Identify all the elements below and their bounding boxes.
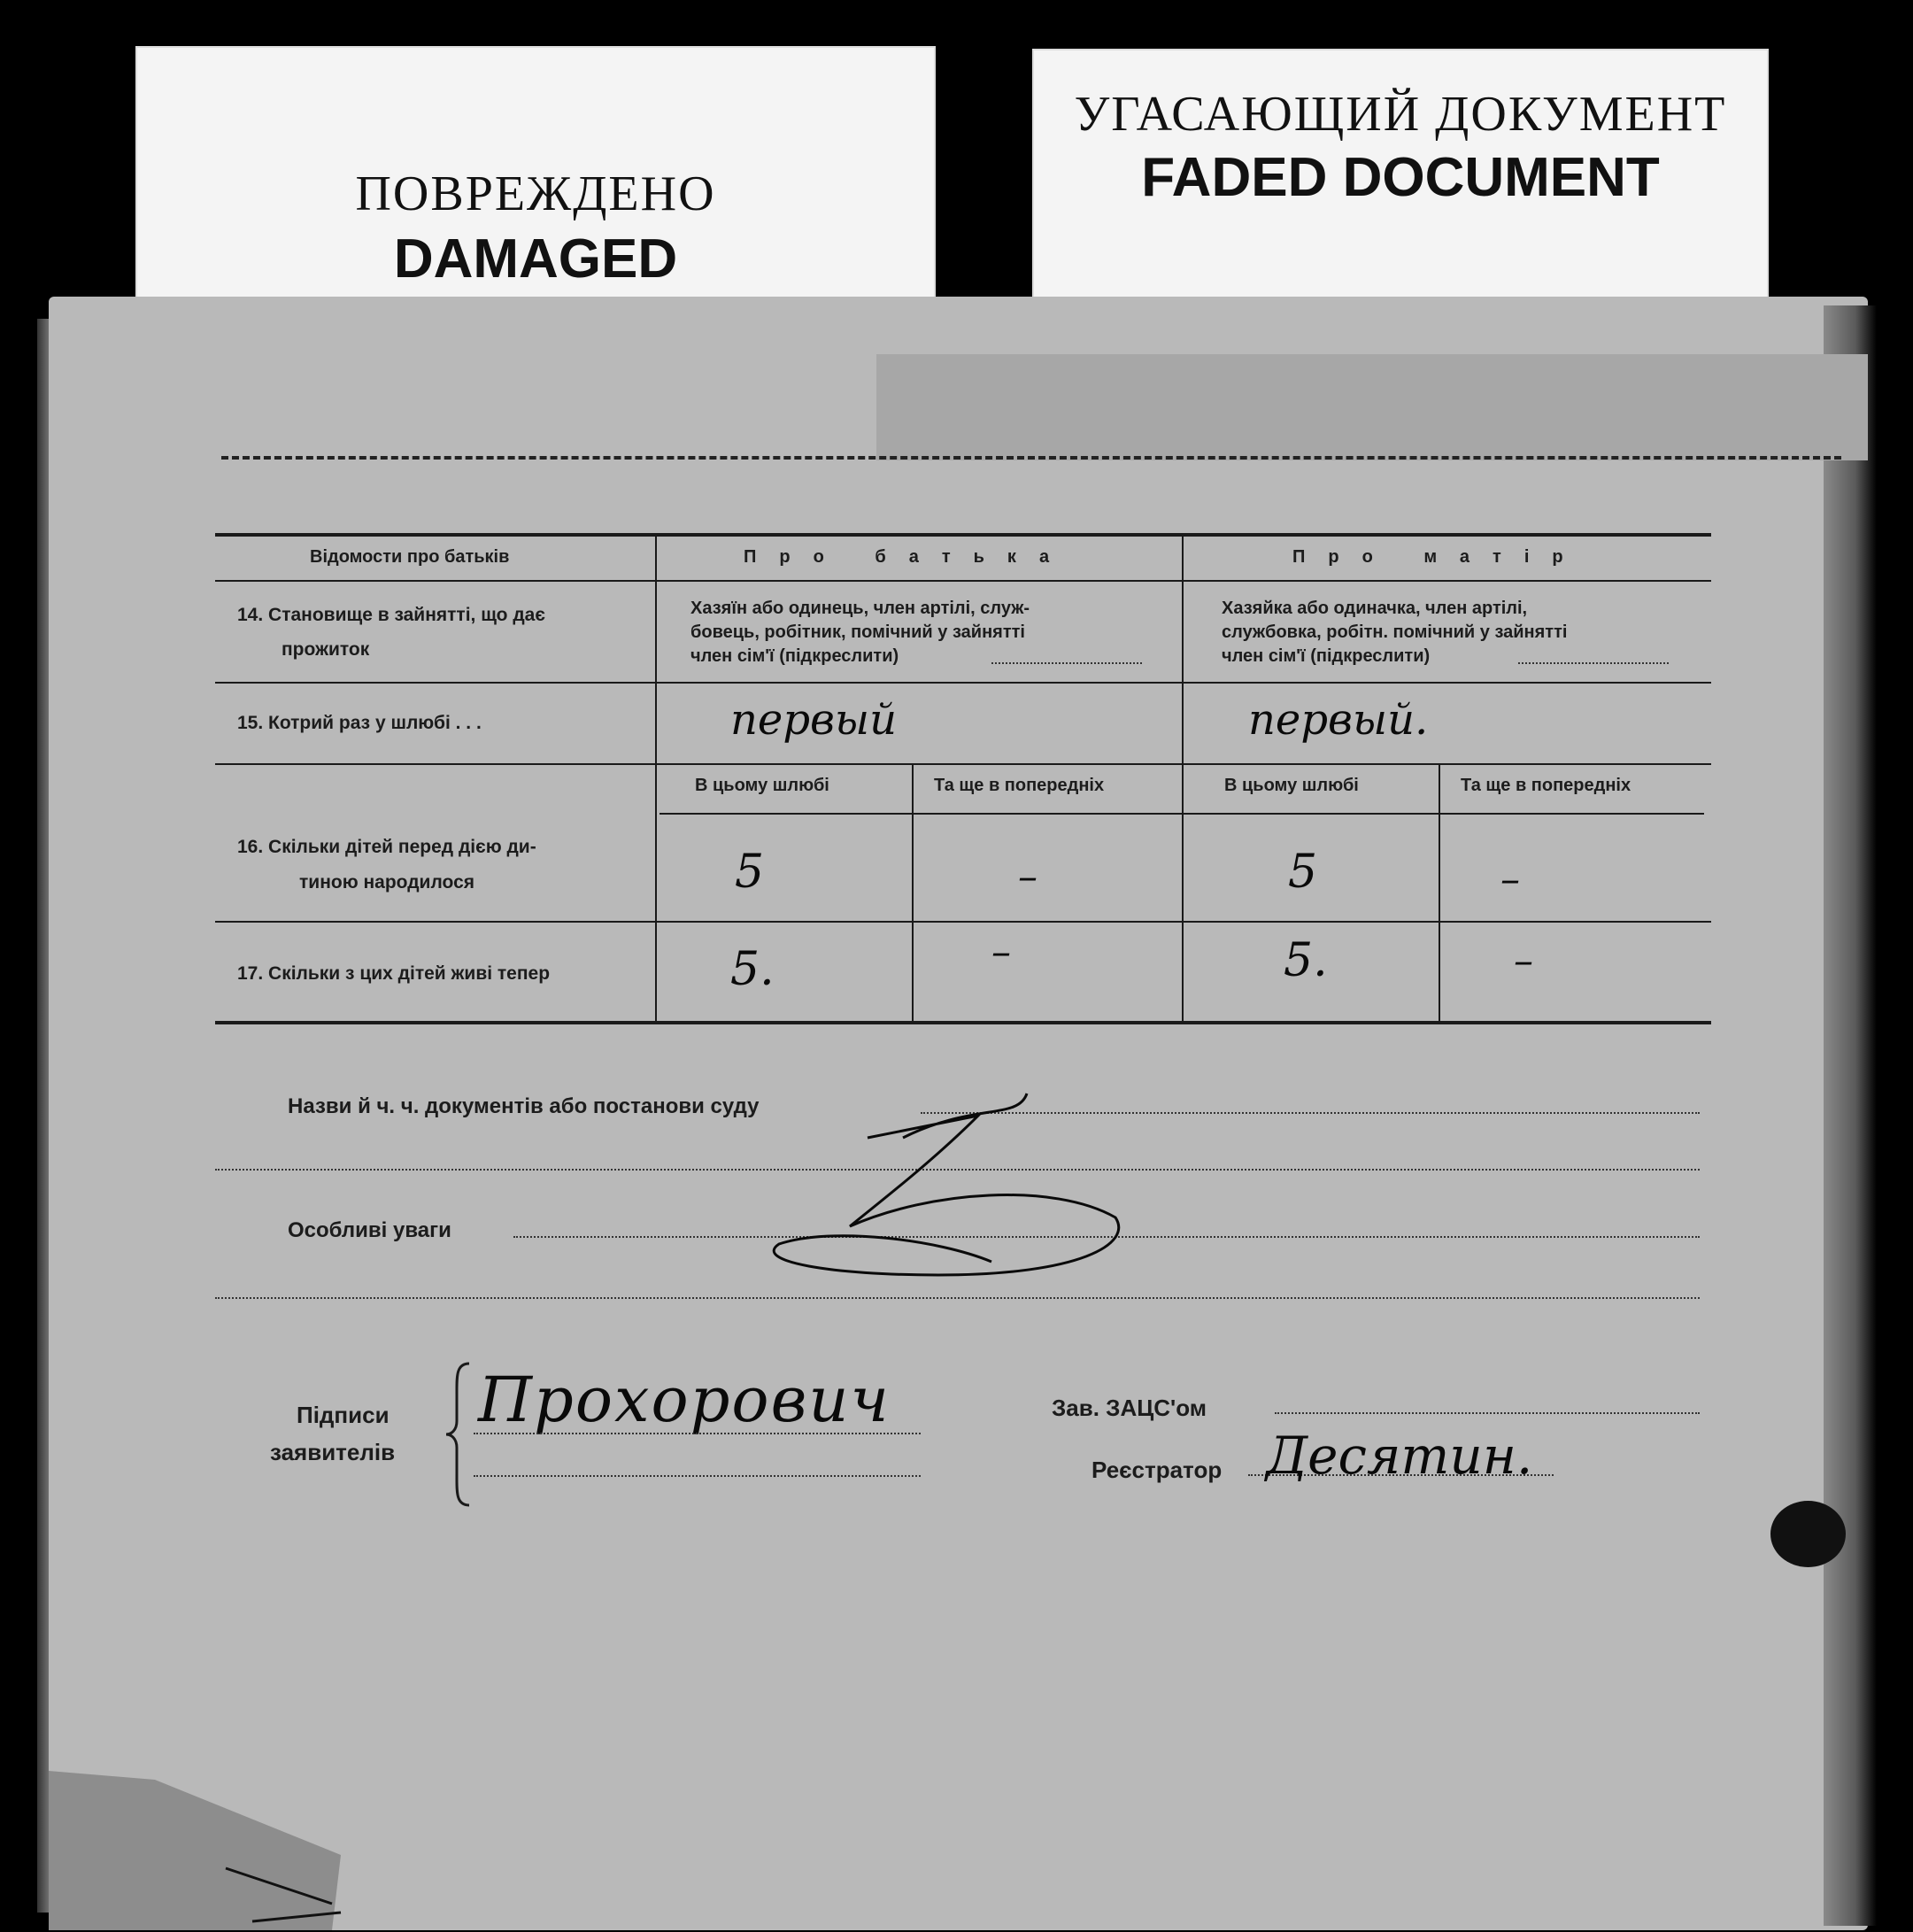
header-father: Про батька [744, 547, 1073, 567]
zags-dotline [1275, 1412, 1700, 1414]
q16-father-this: 5 [735, 846, 765, 899]
mother-previous-header: Та ще в попередніх [1461, 776, 1631, 795]
table-bottom-rule [215, 1021, 1711, 1024]
q14-father-line3: член сім'ї (підкреслити) [690, 646, 899, 666]
perforation-line [221, 456, 1841, 460]
damaged-label-card [135, 46, 936, 303]
damaged-label-en: DAMAGED [393, 228, 678, 290]
header-parents-info: Відомости про батьків [310, 547, 510, 567]
brace [443, 1359, 478, 1510]
header-mother: Про матір [1292, 547, 1586, 567]
q15-label: 15. Котрий раз у шлюбі . . . [237, 713, 482, 733]
signatures-label-cont: заявителів [270, 1439, 396, 1465]
q14-father-line1: Хазяїн або одинець, член артілі, служ- [690, 599, 1030, 618]
signatures-label: Підписи [297, 1402, 390, 1428]
torn-area [876, 354, 1868, 460]
q14-mother-line2: службовка, робітн. помічний у зайнятті [1222, 622, 1568, 642]
damaged-label-ru: ПОВРЕЖДЕНО [355, 166, 716, 221]
sheet-edge-right [1824, 305, 1877, 1926]
q16-mother-prev: – [1500, 857, 1520, 902]
father-sub-divider [912, 763, 914, 1021]
q16-label: 16. Скільки дітей перед дією ди- [237, 837, 536, 857]
q14-father-dotline [991, 662, 1142, 664]
applicant-signature: Прохорович [478, 1364, 891, 1436]
q14-label-cont: прожиток [282, 639, 370, 660]
table-header-rule [215, 580, 1711, 582]
row14-rule [215, 682, 1711, 684]
q14-father-line2: бовець, робітник, помічний у зайнятті [690, 622, 1025, 642]
q14-mother-dotline [1518, 662, 1669, 664]
q14-label: 14. Становище в зайнятті, що дає [237, 605, 545, 625]
q17-father-this: 5. [730, 943, 775, 996]
col2-divider [1182, 536, 1184, 1021]
signature-dotline-2 [474, 1475, 921, 1477]
ink-blot [1770, 1501, 1846, 1567]
father-this-marriage-header: В цьому шлюбі [695, 776, 829, 795]
faded-label-ru: УГАСАЮЩИЙ ДОКУМЕНТ [1074, 87, 1727, 142]
notes-dotline-2 [215, 1297, 1700, 1299]
documents-label: Назви й ч. ч. документів або постанови суду [288, 1094, 760, 1118]
q15-father-value: первый [730, 695, 897, 745]
mother-sub-divider [1439, 763, 1440, 1021]
q14-mother-line3: член сім'ї (підкреслити) [1222, 646, 1431, 666]
q14-mother-line1: Хазяйка або одиначка, член артілі, [1222, 599, 1528, 618]
faded-label-card [1032, 49, 1769, 301]
registrar-label: Реєстратор [1091, 1457, 1223, 1483]
notes-label: Особливі уваги [288, 1218, 451, 1242]
table-top-rule [215, 533, 1711, 537]
father-previous-header: Та ще в попередніх [934, 776, 1105, 795]
faded-label-en: FADED DOCUMENT [1141, 147, 1660, 208]
mother-this-marriage-header: В цьому шлюбі [1224, 776, 1359, 795]
row15-rule [215, 763, 1711, 765]
q16-father-prev: – [1018, 854, 1037, 900]
signature-dotline-1 [474, 1433, 921, 1434]
registrar-signature: Десятин. [1266, 1426, 1533, 1486]
q16-mother-this: 5 [1288, 846, 1318, 899]
q16-label-cont: тиною народилося [299, 872, 475, 893]
q15-mother-value: первый. [1248, 695, 1429, 745]
damaged-corner [49, 1771, 350, 1930]
zags-head-label: Зав. ЗАЦС'ом [1052, 1395, 1207, 1421]
q17-father-prev: – [991, 930, 1011, 975]
row16-rule [215, 921, 1711, 923]
col1-divider [655, 536, 657, 1021]
q17-mother-this: 5. [1284, 934, 1328, 987]
cancellation-mark [761, 1085, 1133, 1288]
q17-label: 17. Скільки з цих дітей живі тепер [237, 963, 551, 984]
q17-mother-prev: – [1514, 939, 1533, 984]
